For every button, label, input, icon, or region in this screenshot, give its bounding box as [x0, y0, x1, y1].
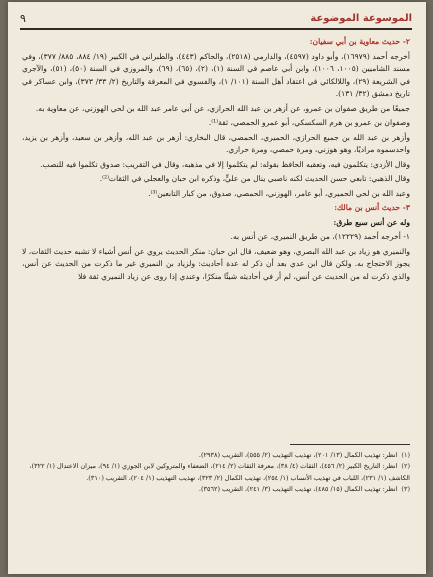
paragraph: وقال الذهبي: تابعي حسن الحديث لكنه ناصبي ينال من عليٍّ، وذكره ابن حبان والعجلي في الثقات⁽²⁾. [99, 174, 410, 183]
footnote: (١)انظر: تهذيب الكمال (١٣/ ٢٠١)، تهذيب التهذيب (٢/ ٥٥٥)، التقريب (٢٩٣٨). [198, 451, 410, 459]
footnotes [22, 450, 410, 495]
paragraph: ١- أخرجه أحمد (١٢٢٢٩)، من طريق النميري، عن أنس به. [230, 232, 410, 241]
paragraph: جميعًا من طريق صفوان بن عمرو، عن أزهر بن عبد الله الحرازي، عن أبي عامر عبد الله بن لحي الهوزني، عن معاوية به. [35, 103, 410, 113]
section-subheading: وله عن أنس سبع طرق: [333, 217, 410, 227]
paragraph: وصفوان بن عمرو بن هرم السكسكي، أبو عمرو الحمصي، ثقة⁽¹⁾. [208, 118, 410, 127]
main-text [22, 36, 410, 285]
running-title: الموسوعة الموضوعة [310, 12, 412, 24]
footnote-divider [290, 444, 410, 445]
paragraph: وقال الأزدي: يتكلمون فيه، وتعقبه الحافظ بقوله: لم يتكلموا إلا في مذهبه، وقال في التقريب: صدوق تكلموا فيه للنصب. [40, 159, 410, 169]
page-number: ٩ [20, 11, 26, 25]
footnote: (٢)انظر: التاريخ الكبير (٢/ ٤٥٦)، الثقات (٤/ ٣٨)، معرفة الثقات (٢/ ٢١٤)، الضعفاء والمتروكين لابن الجوزي (١/ ٩٤)، ميزان الاعتدال (١/ ٣٢٢)، الكاشف (١/ ٢٣١)، اللباب في تهذيب الأنساب (١/ ٢٥٤)، تهذيب الكمال (٢/ ٣٢٣)، تهذيب التهذيب (١/ ٢٠٤)، التقريب (٣١٠). [29, 462, 410, 482]
page-header [20, 8, 412, 30]
paragraph: والنميري هو زياد بن عبد الله البصري، وهو ضعيف، قال ابن حبان: منكر الحديث يروي عن أنس أشياء لا تشبه حديث الثقات، لا يجوز الاحتجاج به. ولكن قال ابن عدي بعد أن ذكر له عدة أحاديث: ولزياد بن النميري غير ما ذكرت من الحديث عن أنس، والذي ذكرت له من الحديث عن أنس، لم أر في أحاديثه شيئًا منكرًا، وعندي إذا روى عن زياد النميري ثقة فلا [22, 246, 410, 281]
paragraph: أخرجه أحمد (١٦٩٧٩)، وأبو داود (٤٥٩٧)، والدارمي (٢٥١٨)، والحاكم (٤٤٣)، والطبراني في الكبير (١٩/ ٨٨٤، ٨٨٥/ ٣٧٧)، وفي مسند الشاميين (١٠٠٥، ١٠٠٦)، وابن أبي عاصم في السنة (١)، (٢)، (٦٥)، (٦٩)، والمروزي في السنة (٥٠)، (٥١)، والآجري في الشريعة (٢٩)، واللالكائي في اعتقاد أهل السنة (١٠١/ ١)، والفسوي في المعرفة والتاريخ (٢/ ٣٣/ ٣٧٣)، وابن عساكر في تاريخ دمشق (٣٢/ ١٣١). [22, 51, 411, 98]
section-heading-anas: ٣- حديث أنس بن مالك: [334, 203, 410, 212]
paragraph: وعبد الله بن لحي الحميري، أبو عامر، الهوزني، الحمصي، صدوق، من كبار التابعين⁽³⁾. [148, 188, 410, 198]
section-heading-muawiya: ٢- حديث معاوية بن أبي سفيان: [309, 37, 410, 46]
paragraph: وأزهر بن عبد الله بن جميع الحرازي، الحميري، الحمصي، قال البخاري: أزهر بن عبد الله، وأزهر بن سعيد، وأزهر بن يزيد، واحدسموه مراديًا، وهو هوزني، ومرة حمصي، ومرة حرازي. [22, 132, 410, 154]
footnote: (٣)انظر: تهذيب الكمال (١٥/ ٤٨٥)، تهذيب التهذيب (٣/ ٢٤١)، التقريب (٣٥٦٢). [198, 484, 410, 493]
book-page [8, 2, 426, 574]
